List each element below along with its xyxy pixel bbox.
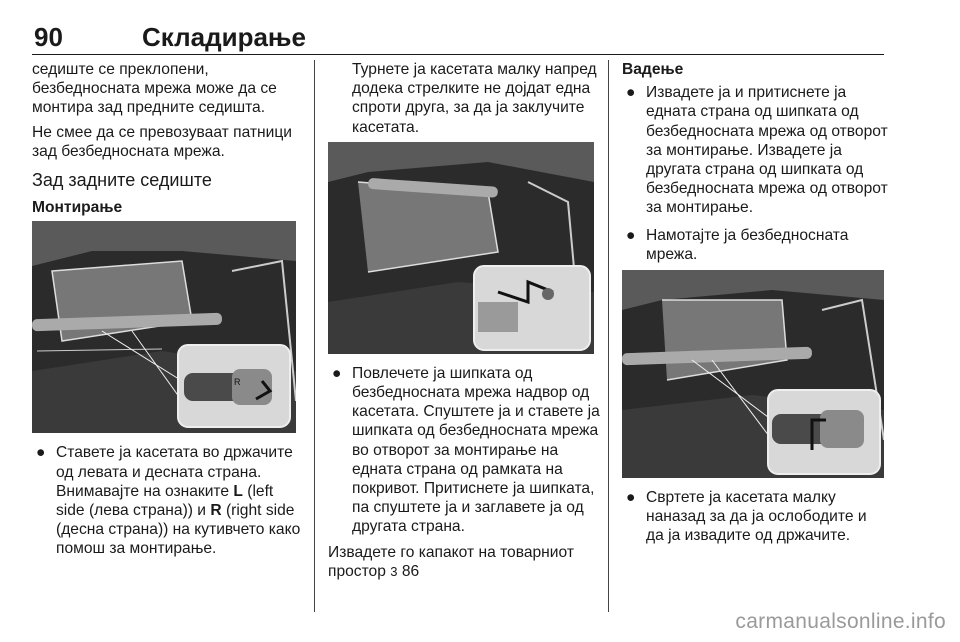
figure-lock-cassette [328, 142, 594, 354]
section-title: Складирање [142, 22, 306, 52]
bullet-icon: ● [332, 364, 342, 382]
page-header [32, 20, 884, 55]
bullet-icon: ● [36, 444, 46, 462]
list-item: ● Ставете ја касетата во држачите од левата и десната страна. Внимавајте на ознаките L (left side (лева страна)) и R (right side (десна страна)) на кутивчето како помош за монтирање. [36, 444, 301, 558]
bullet-icon: ● [626, 226, 636, 244]
page-reference-arrow-icon: 3 [390, 563, 398, 579]
column-divider [608, 60, 609, 612]
list-item: ● Намотајте ја безбедносната мрежа. [626, 226, 849, 263]
figure-install-cassette [32, 221, 296, 433]
bullet-icon: ● [626, 84, 636, 102]
page-reference[interactable]: 86 [401, 562, 420, 580]
subheading: Монтирање [32, 199, 123, 217]
paragraph: Турнете ја касетата малку напред додека стрелките не дојдат една спроти друга, за да ја заклучите касетата. [352, 61, 597, 136]
list-item: ● Повлечете ја шипката од безбедносната мрежа надвор од касетата. Спуштете ја и ставете ја шипката од безбедносната мрежа во отворот за монтирање на едната страна од рамката на покривот. Притиснете ја шипката, па спуштете ја и заглавете ја од другата страна. [332, 364, 600, 536]
column-2 [328, 60, 600, 586]
figure-remove-cassette [622, 270, 884, 478]
marker-l: L [233, 482, 243, 500]
heading: Зад задните седиште [32, 170, 212, 191]
watermark: carmanualsonline.info [735, 610, 946, 633]
paragraph: Извадете го капакот на товарниот простор 3 86 [328, 543, 574, 580]
list-item: ● Извадете ја и притиснете ја едната страна од шипката од безбедносната мрежа од отворот за монтирање. Извадете ја другата страна од шипката од безбедносната мрежа од отворот за монтирање. [626, 84, 888, 217]
list-item: ● Свртете ја касетата малку наназад за да ја ослободите и да ја извадите од држачите. [626, 489, 867, 545]
column-1 [32, 60, 302, 565]
column-3 [622, 60, 888, 552]
paragraph: седиште се преклопени, безбедносната мрежа може да се монтира зад предните седишта. [32, 61, 277, 117]
subheading: Вадење [622, 61, 684, 78]
paragraph: Не смее да се превозуваат патници зад безбедносната мрежа. [32, 123, 292, 160]
marker-r: R [210, 502, 222, 520]
column-divider [314, 60, 315, 612]
bullet-icon: ● [626, 489, 636, 507]
page-number: 90 [34, 22, 63, 52]
fig-label-r: R [234, 377, 241, 388]
